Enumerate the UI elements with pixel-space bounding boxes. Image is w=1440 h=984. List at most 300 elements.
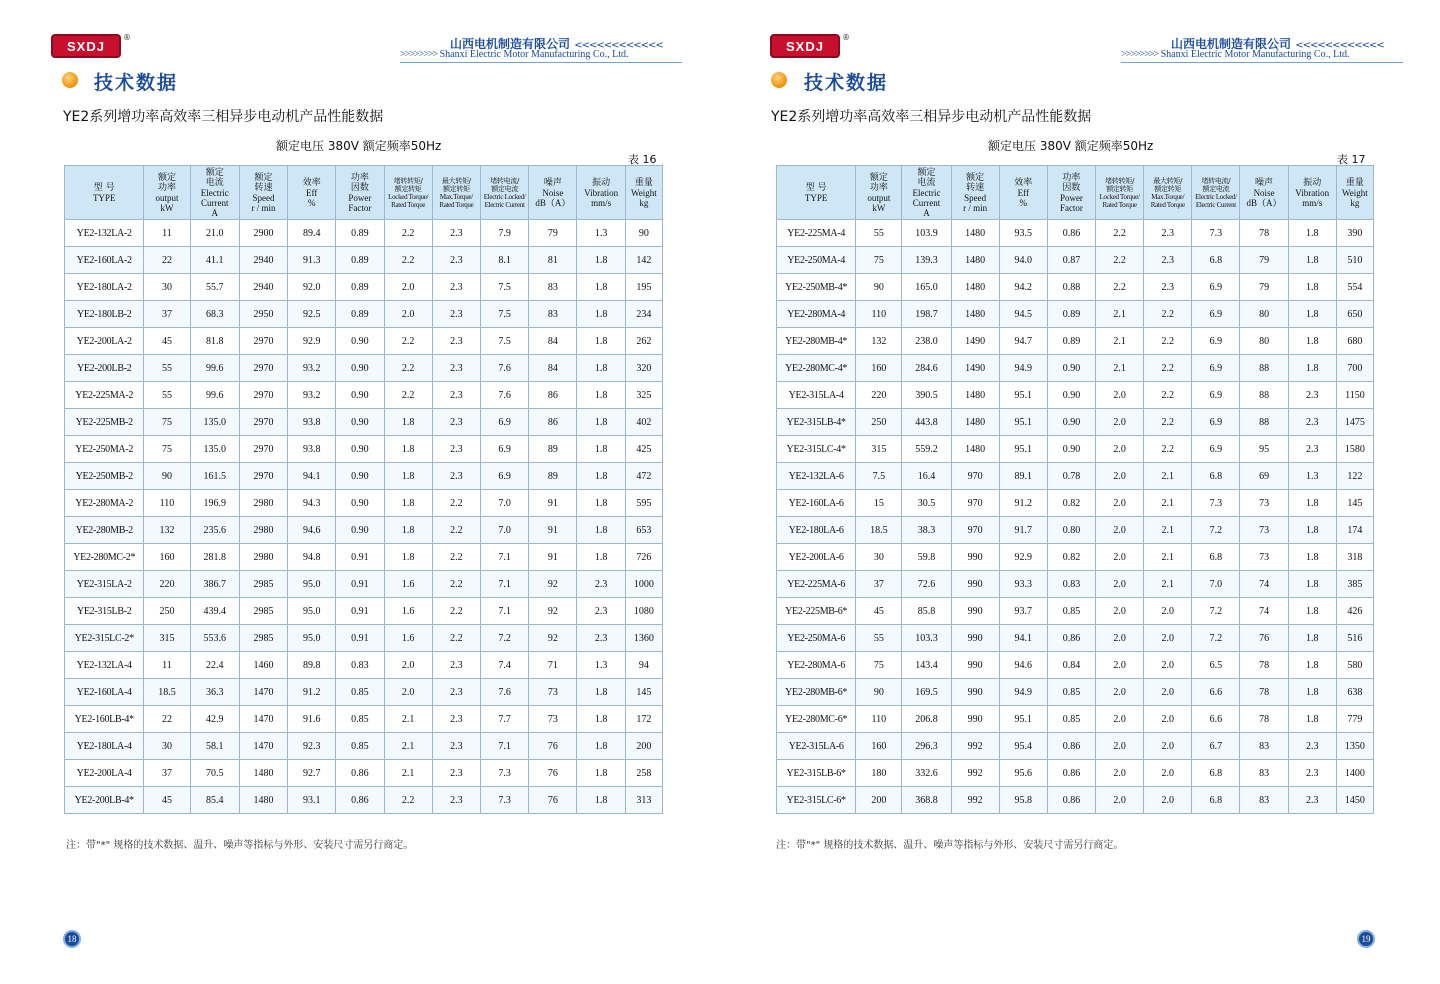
table-cell: 6.7 xyxy=(1192,733,1240,760)
table-cell: 2.3 xyxy=(577,598,625,625)
table-cell: 6.8 xyxy=(1192,463,1240,490)
table-cell: 92.3 xyxy=(288,733,336,760)
table-cell: 2.0 xyxy=(1096,706,1144,733)
table-cell: 680 xyxy=(1336,328,1373,355)
table-cell: 83 xyxy=(1240,760,1288,787)
table-cell: 1400 xyxy=(1336,760,1373,787)
column-header-en: TYPE xyxy=(804,192,828,203)
table-row xyxy=(777,301,1374,328)
table-cell: 88 xyxy=(1240,382,1288,409)
table-cell: 2.0 xyxy=(1144,679,1192,706)
model-cell: YE2-180LA-4 xyxy=(65,733,144,760)
table-cell: 2.2 xyxy=(1096,220,1144,247)
table-cell: 7.6 xyxy=(481,355,529,382)
table-cell: 6.6 xyxy=(1192,706,1240,733)
table-cell: 6.9 xyxy=(481,436,529,463)
column-header-en: Locked Torque/ Rated Torque xyxy=(388,192,429,209)
table-cell: 2.2 xyxy=(1144,409,1192,436)
table-cell: 7.7 xyxy=(481,706,529,733)
column-header xyxy=(856,166,902,220)
table-cell: 95.1 xyxy=(999,436,1047,463)
table-cell: 990 xyxy=(951,544,999,571)
table-cell: 2900 xyxy=(239,220,287,247)
page-right xyxy=(712,0,1432,984)
table-cell: 2.0 xyxy=(1096,625,1144,652)
table-cell: 1.8 xyxy=(1288,247,1336,274)
column-header-en: Speed r / min xyxy=(963,192,988,213)
table-cell: 1000 xyxy=(625,571,662,598)
table-cell: 1450 xyxy=(1336,787,1373,814)
table-cell: 1.8 xyxy=(577,274,625,301)
table-row xyxy=(65,301,663,328)
table-row xyxy=(65,490,663,517)
model-cell: YE2-160LB-4* xyxy=(65,706,144,733)
table-cell: 142 xyxy=(625,247,662,274)
table-cell: 6.8 xyxy=(1192,247,1240,274)
table-cell: 2.3 xyxy=(1144,274,1192,301)
table-cell: 89 xyxy=(529,436,577,463)
table-row xyxy=(65,544,663,571)
table-cell: 94.6 xyxy=(999,652,1047,679)
column-header-cn: 最大转矩/ 额定转矩 xyxy=(1153,176,1183,193)
model-cell: YE2-225MB-6* xyxy=(777,598,856,625)
table-cell: 2.3 xyxy=(432,220,480,247)
table-subtitle: YE2系列增功率高效率三相异步电动机产品性能数据 xyxy=(63,109,384,125)
table-cell: 1.8 xyxy=(384,544,432,571)
table-cell: 2985 xyxy=(239,571,287,598)
column-header-en: output kW xyxy=(155,192,179,213)
column-header-cn: 重量 xyxy=(1345,177,1364,188)
table-cell: 2.0 xyxy=(384,274,432,301)
table-cell: 2.3 xyxy=(432,733,480,760)
table-cell: 94.9 xyxy=(999,679,1047,706)
table-cell: 93.7 xyxy=(999,598,1047,625)
table-cell: 0.86 xyxy=(1047,760,1095,787)
table-cell: 36.3 xyxy=(190,679,239,706)
table-cell: 1.8 xyxy=(577,679,625,706)
table-cell: 180 xyxy=(856,760,902,787)
table-cell: 0.90 xyxy=(336,436,384,463)
table-cell: 95.0 xyxy=(288,625,336,652)
table-cell: 95.1 xyxy=(999,409,1047,436)
table-cell: 16.4 xyxy=(902,463,951,490)
table-cell: 1.8 xyxy=(577,382,625,409)
table-cell: 78 xyxy=(1240,652,1288,679)
table-cell: 315 xyxy=(856,436,902,463)
table-row xyxy=(65,517,663,544)
table-cell: 6.6 xyxy=(1192,679,1240,706)
table-cell: 55 xyxy=(144,382,190,409)
section-title: 技术数据 xyxy=(94,72,179,94)
table-cell: 653 xyxy=(625,517,662,544)
table-header-row xyxy=(65,166,663,220)
table-cell: 196.9 xyxy=(190,490,239,517)
table-cell: 8.1 xyxy=(481,247,529,274)
column-header-en: Max.Torque/ Rated Torque xyxy=(1150,192,1185,209)
column-header-cn: 效率 xyxy=(302,177,321,188)
table-cell: 2.1 xyxy=(1096,355,1144,382)
table-cell: 110 xyxy=(856,301,902,328)
table-cell: 2.2 xyxy=(1096,274,1144,301)
table-cell: 0.90 xyxy=(1047,409,1095,436)
table-cell: 160 xyxy=(144,544,190,571)
table-cell: 2.0 xyxy=(1144,652,1192,679)
table-cell: 2970 xyxy=(239,328,287,355)
column-header xyxy=(1336,166,1373,220)
section-bullet-icon xyxy=(62,72,78,88)
table-cell: 1.6 xyxy=(384,571,432,598)
table-cell: 1470 xyxy=(239,679,287,706)
table-cell: 386.7 xyxy=(190,571,239,598)
page-number: 19 xyxy=(1357,930,1375,948)
table-row xyxy=(777,544,1374,571)
table-cell: 83 xyxy=(529,301,577,328)
table-cell: 91.3 xyxy=(288,247,336,274)
table-cell: 160 xyxy=(856,355,902,382)
model-cell: YE2-160LA-4 xyxy=(65,679,144,706)
table-cell: 6.9 xyxy=(1192,409,1240,436)
table-cell: 1480 xyxy=(951,220,999,247)
table-cell: 2.3 xyxy=(432,247,480,274)
table-cell: 21.0 xyxy=(190,220,239,247)
table-cell: 45 xyxy=(144,328,190,355)
table-row xyxy=(777,436,1374,463)
table-cell: 553.6 xyxy=(190,625,239,652)
table-cell: 1150 xyxy=(1336,382,1373,409)
column-header-en: TYPE xyxy=(92,192,116,203)
table-cell: 95.6 xyxy=(999,760,1047,787)
column-header-cn: 功率 因数 xyxy=(350,172,369,193)
table-cell: 45 xyxy=(856,598,902,625)
table-cell: 76 xyxy=(1240,625,1288,652)
table-cell: 650 xyxy=(1336,301,1373,328)
table-cell: 6.9 xyxy=(481,463,529,490)
column-header-cn: 堵转转矩/ 额定转矩 xyxy=(393,176,423,193)
model-cell: YE2-315LA-6 xyxy=(777,733,856,760)
model-cell: YE2-280MC-4* xyxy=(777,355,856,382)
table-cell: 2.0 xyxy=(1096,544,1144,571)
table-cell: 315 xyxy=(144,625,190,652)
table-cell: 2.1 xyxy=(1144,517,1192,544)
column-header-en: Electric Locked/ Electric Current xyxy=(1195,192,1237,209)
page-number: 18 xyxy=(63,930,81,948)
table-cell: 2980 xyxy=(239,517,287,544)
table-cell: 1.8 xyxy=(1288,301,1336,328)
table-cell: 7.2 xyxy=(481,625,529,652)
table-cell: 94 xyxy=(625,652,662,679)
column-header-cn: 振动 xyxy=(592,177,611,188)
model-cell: YE2-315LB-4* xyxy=(777,409,856,436)
table-cell: 93.8 xyxy=(288,409,336,436)
company-logo: SXDJ xyxy=(51,34,121,58)
table-cell: 250 xyxy=(144,598,190,625)
table-cell: 59.8 xyxy=(902,544,951,571)
table-cell: 0.90 xyxy=(336,463,384,490)
table-cell: 92 xyxy=(529,598,577,625)
model-cell: YE2-280MC-2* xyxy=(65,544,144,571)
table-cell: 2970 xyxy=(239,463,287,490)
table-cell: 2.0 xyxy=(384,652,432,679)
table-cell: 7.5 xyxy=(481,301,529,328)
table-cell: 0.86 xyxy=(1047,787,1095,814)
model-cell: YE2-200LB-4* xyxy=(65,787,144,814)
table-cell: 1.8 xyxy=(1288,355,1336,382)
table-cell: 234 xyxy=(625,301,662,328)
table-cell: 320 xyxy=(625,355,662,382)
company-name-en: >>>>>>>> Shanxi Electric Motor Manufacturing Co., Ltd. xyxy=(1121,49,1350,60)
column-header-en: Locked Torque/ Rated Torque xyxy=(1099,192,1140,209)
table-cell: 0.85 xyxy=(336,706,384,733)
column-header xyxy=(481,166,529,220)
table-cell: 22.4 xyxy=(190,652,239,679)
table-cell: 2.3 xyxy=(1288,382,1336,409)
table-cell: 7.5 xyxy=(481,328,529,355)
table-cell: 2.2 xyxy=(432,625,480,652)
column-header xyxy=(1144,166,1192,220)
table-cell: 91 xyxy=(529,517,577,544)
column-header-cn: 额定 功率 xyxy=(869,172,888,193)
table-cell: 390 xyxy=(1336,220,1373,247)
table-cell: 38.3 xyxy=(902,517,951,544)
table-row xyxy=(65,571,663,598)
table-cell: 238.0 xyxy=(902,328,951,355)
table-cell: 73 xyxy=(1240,544,1288,571)
table-cell: 76 xyxy=(529,733,577,760)
table-cell: 250 xyxy=(856,409,902,436)
table-cell: 94.1 xyxy=(288,463,336,490)
table-cell: 2.2 xyxy=(432,571,480,598)
table-cell: 37 xyxy=(856,571,902,598)
table-cell: 30 xyxy=(144,274,190,301)
table-cell: 92 xyxy=(529,625,577,652)
table-cell: 2970 xyxy=(239,355,287,382)
table-cell: 425 xyxy=(625,436,662,463)
table-cell: 2.1 xyxy=(384,733,432,760)
model-cell: YE2-280MB-4* xyxy=(777,328,856,355)
table-cell: 7.6 xyxy=(481,382,529,409)
table-cell: 75 xyxy=(856,652,902,679)
table-cell: 2.0 xyxy=(1144,787,1192,814)
table-cell: 2.3 xyxy=(577,571,625,598)
table-cell: 2.2 xyxy=(1144,301,1192,328)
table-cell: 2.0 xyxy=(1096,490,1144,517)
table-cell: 81 xyxy=(529,247,577,274)
table-cell: 1470 xyxy=(239,706,287,733)
table-cell: 2970 xyxy=(239,436,287,463)
column-header-cn: 额定 转速 xyxy=(966,172,985,193)
table-cell: 2.3 xyxy=(432,436,480,463)
table-cell: 2.3 xyxy=(1144,247,1192,274)
table-cell: 55.7 xyxy=(190,274,239,301)
table-cell: 2.2 xyxy=(432,517,480,544)
model-cell: YE2-250MB-2 xyxy=(65,463,144,490)
table-cell: 7.4 xyxy=(481,652,529,679)
table-cell: 1.8 xyxy=(577,247,625,274)
model-cell: YE2-315LA-2 xyxy=(65,571,144,598)
table-cell: 15 xyxy=(856,490,902,517)
table-cell: 161.5 xyxy=(190,463,239,490)
table-cell: 2.2 xyxy=(384,355,432,382)
table-cell: 2.0 xyxy=(384,301,432,328)
column-header xyxy=(902,166,951,220)
table-cell: 390.5 xyxy=(902,382,951,409)
table-cell: 71 xyxy=(529,652,577,679)
table-row xyxy=(777,679,1374,706)
table-cell: 220 xyxy=(856,382,902,409)
model-cell: YE2-250MA-2 xyxy=(65,436,144,463)
table-cell: 6.9 xyxy=(481,409,529,436)
table-cell: 2.3 xyxy=(432,679,480,706)
table-cell: 700 xyxy=(1336,355,1373,382)
table-cell: 0.90 xyxy=(336,409,384,436)
table-row xyxy=(65,328,663,355)
table-cell: 0.88 xyxy=(1047,274,1095,301)
table-row xyxy=(65,382,663,409)
table-cell: 1080 xyxy=(625,598,662,625)
column-header-cn: 型 号 xyxy=(805,182,827,193)
table-cell: 2.2 xyxy=(1144,382,1192,409)
table-cell: 0.90 xyxy=(336,382,384,409)
table-cell: 2.3 xyxy=(432,382,480,409)
table-cell: 262 xyxy=(625,328,662,355)
table-cell: 55 xyxy=(856,625,902,652)
table-cell: 92.0 xyxy=(288,274,336,301)
model-cell: YE2-315LC-4* xyxy=(777,436,856,463)
table-row xyxy=(65,760,663,787)
table-cell: 1.8 xyxy=(577,328,625,355)
model-cell: YE2-200LA-4 xyxy=(65,760,144,787)
company-logo: SXDJ xyxy=(770,34,840,58)
table-row xyxy=(65,625,663,652)
table-cell: 1.8 xyxy=(384,517,432,544)
table-cell: 1480 xyxy=(951,409,999,436)
table-cell: 1.8 xyxy=(1288,679,1336,706)
column-header xyxy=(432,166,480,220)
table-cell: 2.2 xyxy=(1144,436,1192,463)
table-row xyxy=(65,409,663,436)
column-header-en: Vibration mm/s xyxy=(1295,187,1330,208)
table-cell: 18.5 xyxy=(856,517,902,544)
table-cell: 2.2 xyxy=(432,544,480,571)
table-cell: 1.8 xyxy=(1288,274,1336,301)
table-cell: 0.86 xyxy=(1047,220,1095,247)
model-cell: YE2-280MA-4 xyxy=(777,301,856,328)
model-cell: YE2-250MA-6 xyxy=(777,625,856,652)
table-cell: 992 xyxy=(951,787,999,814)
column-header xyxy=(65,166,144,220)
table-cell: 296.3 xyxy=(902,733,951,760)
table-cell: 0.90 xyxy=(336,355,384,382)
model-cell: YE2-315LA-4 xyxy=(777,382,856,409)
rated-conditions: 额定电压 380V 额定频率50Hz xyxy=(276,139,442,153)
model-cell: YE2-315LC-6* xyxy=(777,787,856,814)
table-cell: 7.2 xyxy=(1192,598,1240,625)
table-cell: 2.2 xyxy=(1144,355,1192,382)
table-cell: 1.8 xyxy=(577,787,625,814)
table-cell: 7.0 xyxy=(1192,571,1240,598)
table-row xyxy=(65,274,663,301)
table-cell: 0.89 xyxy=(336,220,384,247)
table-cell: 160 xyxy=(856,733,902,760)
column-header xyxy=(1288,166,1336,220)
model-cell: YE2-132LA-2 xyxy=(65,220,144,247)
table-cell: 195 xyxy=(625,274,662,301)
table-cell: 94.0 xyxy=(999,247,1047,274)
table-cell: 1.8 xyxy=(577,517,625,544)
table-cell: 6.8 xyxy=(1192,544,1240,571)
table-cell: 18.5 xyxy=(144,679,190,706)
registered-mark: ® xyxy=(842,33,850,42)
table-cell: 554 xyxy=(1336,274,1373,301)
table-cell: 1.6 xyxy=(384,625,432,652)
table-cell: 0.89 xyxy=(336,301,384,328)
table-cell: 2.0 xyxy=(1144,706,1192,733)
column-header-en: Noise dB（A） xyxy=(1246,187,1282,208)
table-cell: 94.7 xyxy=(999,328,1047,355)
table-cell: 92 xyxy=(529,571,577,598)
table-cell: 85.8 xyxy=(902,598,951,625)
model-cell: YE2-315LB-6* xyxy=(777,760,856,787)
table-cell: 2.3 xyxy=(1288,760,1336,787)
table-cell: 2.0 xyxy=(1096,571,1144,598)
column-header-cn: 额定 电流 xyxy=(917,167,936,188)
table-cell: 1.8 xyxy=(1288,706,1336,733)
table-cell: 91.2 xyxy=(288,679,336,706)
column-header xyxy=(999,166,1047,220)
table-cell: 110 xyxy=(144,490,190,517)
table-row xyxy=(65,787,663,814)
table-cell: 2.1 xyxy=(1144,544,1192,571)
header-rule xyxy=(1121,62,1403,63)
table-cell: 0.87 xyxy=(1047,247,1095,274)
table-cell: 165.0 xyxy=(902,274,951,301)
table-cell: 6.8 xyxy=(1192,760,1240,787)
table-cell: 55 xyxy=(144,355,190,382)
column-header-cn: 额定 转速 xyxy=(254,172,273,193)
table-cell: 0.91 xyxy=(336,571,384,598)
table-cell: 200 xyxy=(625,733,662,760)
table-cell: 103.3 xyxy=(902,625,951,652)
table-cell: 91 xyxy=(529,544,577,571)
table-cell: 7.3 xyxy=(481,760,529,787)
table-cell: 2.0 xyxy=(1096,382,1144,409)
table-cell: 368.8 xyxy=(902,787,951,814)
table-cell: 402 xyxy=(625,409,662,436)
table-row xyxy=(777,220,1374,247)
table-cell: 1580 xyxy=(1336,436,1373,463)
table-cell: 110 xyxy=(856,706,902,733)
table-cell: 2970 xyxy=(239,382,287,409)
column-header xyxy=(1192,166,1240,220)
model-cell: YE2-200LA-6 xyxy=(777,544,856,571)
table-row xyxy=(777,571,1374,598)
table-cell: 92.9 xyxy=(999,544,1047,571)
table-cell: 2.2 xyxy=(384,382,432,409)
table-cell: 41.1 xyxy=(190,247,239,274)
table-row xyxy=(65,733,663,760)
table-cell: 970 xyxy=(951,517,999,544)
table-cell: 84 xyxy=(529,328,577,355)
table-cell: 0.90 xyxy=(336,490,384,517)
table-cell: 1.8 xyxy=(577,409,625,436)
table-cell: 990 xyxy=(951,598,999,625)
model-cell: YE2-160LA-2 xyxy=(65,247,144,274)
table-cell: 91.6 xyxy=(288,706,336,733)
table-cell: 0.78 xyxy=(1047,463,1095,490)
table-cell: 75 xyxy=(144,409,190,436)
model-cell: YE2-315LC-2* xyxy=(65,625,144,652)
table-cell: 2.0 xyxy=(1096,409,1144,436)
